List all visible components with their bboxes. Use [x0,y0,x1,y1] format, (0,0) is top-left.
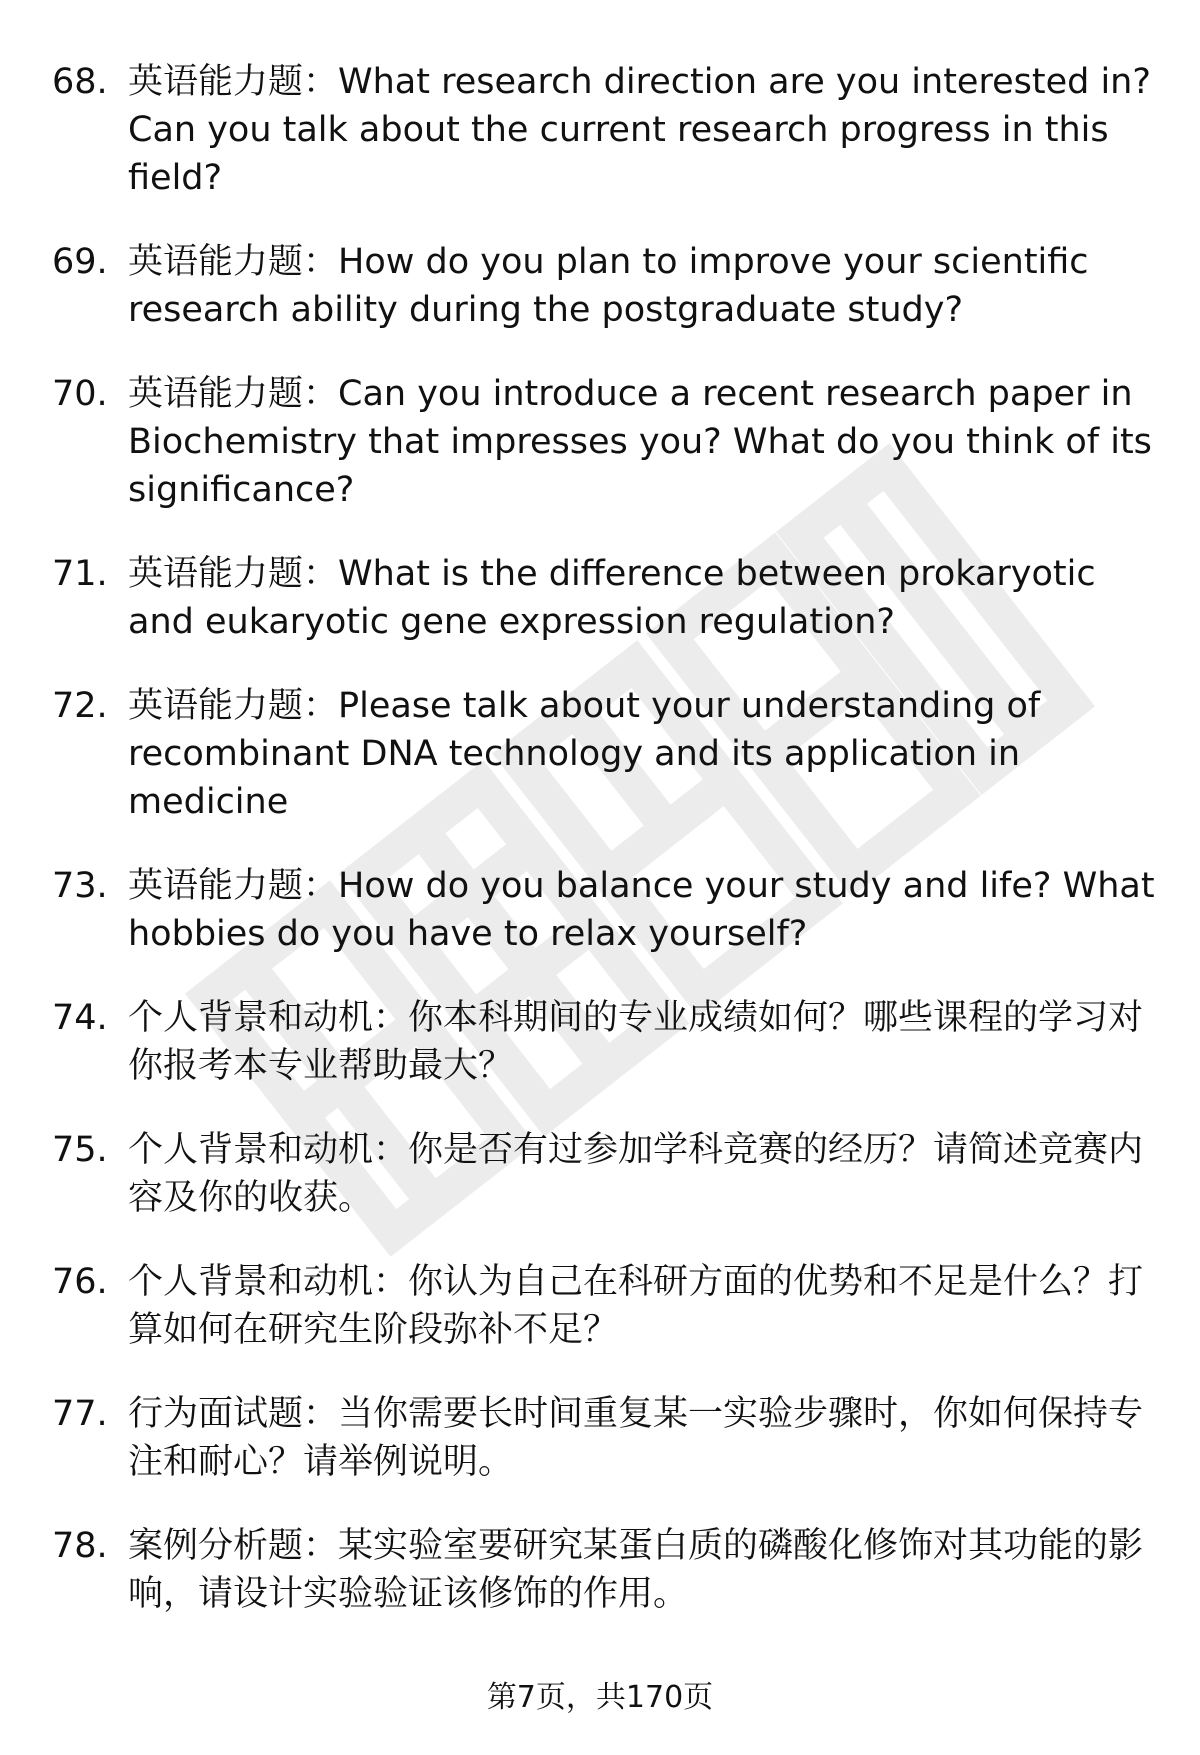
list-item [0,1390,1200,1486]
question-number: 74. [52,998,108,1038]
list-item [0,58,1200,202]
question-text: 英语能力题：How do you plan to improve your scientific research ability during the postgraduate study? [128,242,1089,330]
question-number: 76. [52,1262,108,1302]
question-number: 77. [52,1394,108,1434]
list-item [0,1126,1200,1222]
question-number: 72. [52,686,108,726]
question-number: 75. [52,1130,108,1170]
question-text: 英语能力题：What research direction are you interested in? Can you talk about the current research progress in this field? [128,62,1151,198]
question-text: 个人背景和动机：你本科期间的专业成绩如何？哪些课程的学习对你报考本专业帮助最大？ [128,998,1144,1086]
question-number: 78. [52,1526,108,1566]
list-item [0,862,1200,958]
question-text: 行为面试题：当你需要长时间重复某一实验步骤时，你如何保持专注和耐心？请举例说明。 [128,1394,1144,1482]
list-item [0,370,1200,514]
question-text: 个人背景和动机：你是否有过参加学科竞赛的经历？请简述竞赛内容及你的收获。 [128,1130,1144,1218]
list-item [0,238,1200,334]
question-number: 73. [52,866,108,906]
list-item [0,1522,1200,1618]
list-item [0,994,1200,1090]
question-text: 个人背景和动机：你认为自己在科研方面的优势和不足是什么？打算如何在研究生阶段弥补不足？ [128,1262,1144,1350]
question-text: 英语能力题：How do you balance your study and life? What hobbies do you have to relax yourself? [128,866,1155,954]
question-number: 71. [52,554,108,594]
page-footer: 第7页，共170页 [486,1680,714,1715]
question-number: 70. [52,374,108,414]
question-text: 英语能力题：Can you introduce a recent research paper in Biochemistry that impresses you? What do you think of its significance? [128,374,1152,510]
list-item [0,682,1200,826]
question-text: 英语能力题：What is the difference between prokaryotic and eukaryotic gene expression regulation? [128,554,1096,642]
question-number: 68. [52,62,108,102]
question-text: 案例分析题：某实验室要研究某蛋白质的磷酸化修饰对其功能的影响，请设计实验验证该修饰的作用。 [128,1526,1144,1614]
list-item [0,1258,1200,1354]
list-item [0,550,1200,646]
question-text: 英语能力题：Please talk about your understanding of recombinant DNA technology and its application in medicine [128,686,1041,822]
question-number: 69. [52,242,108,282]
question-list [0,58,1200,1654]
